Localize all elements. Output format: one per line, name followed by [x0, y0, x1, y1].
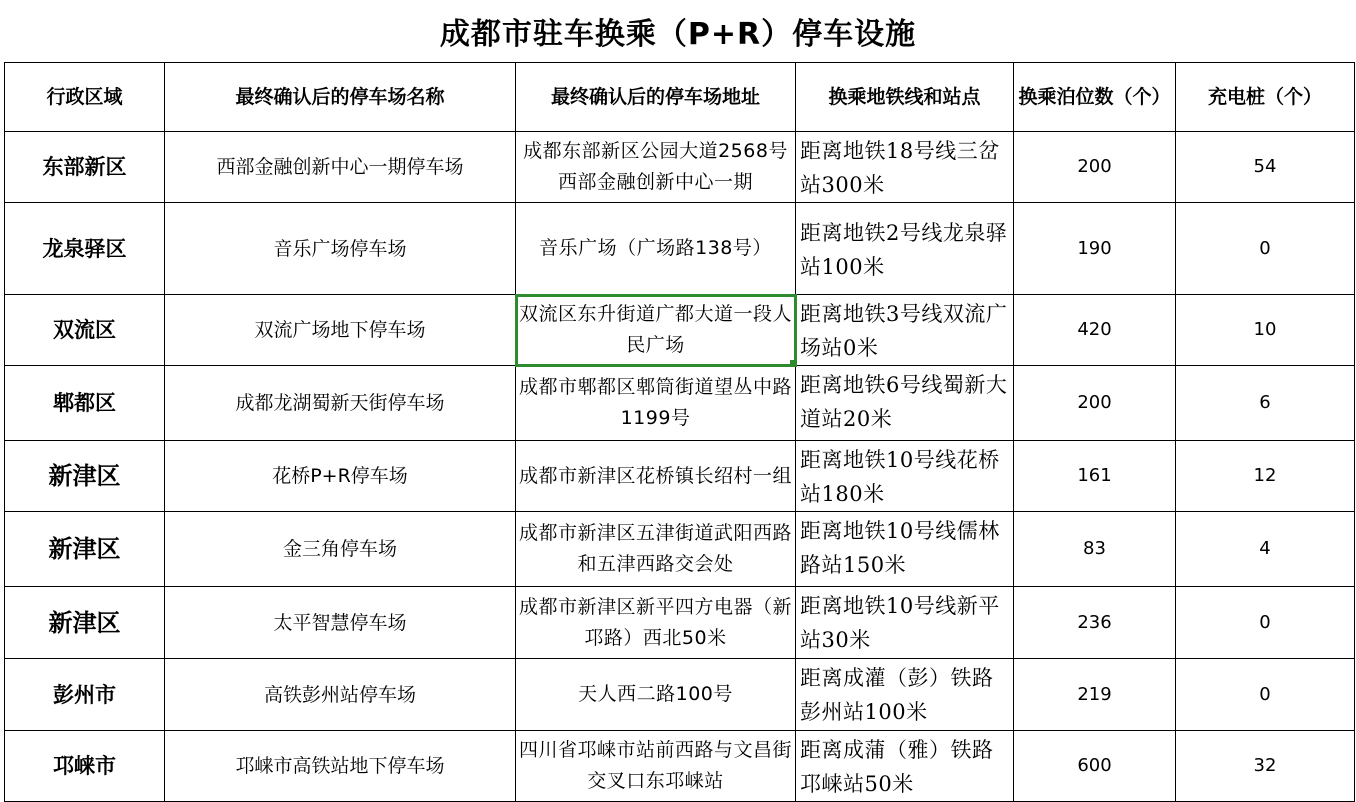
sheet-title: 成都市驻车换乘（P+R）停车设施	[439, 17, 917, 52]
name-cell[interactable]: 花桥P+R停车场	[165, 441, 516, 512]
address-cell-selected[interactable]	[516, 295, 796, 366]
table-row	[5, 132, 1355, 203]
metro-text: 距离地铁3号线双流广场站0米	[800, 302, 1008, 360]
name-cell[interactable]: 太平智慧停车场	[165, 587, 516, 659]
spaces-cell[interactable]: 161	[1014, 441, 1176, 512]
spaces-cell[interactable]: 600	[1014, 731, 1176, 802]
address-cell[interactable]: 音乐广场（广场路138号）	[516, 203, 796, 295]
metro-text: 距离地铁10号线儒林路站150米	[800, 519, 1000, 577]
chargers-cell[interactable]: 0	[1176, 587, 1355, 659]
metro-text: 距离地铁18号线三岔站300米	[800, 139, 1000, 197]
district-cell[interactable]: 新津区	[5, 587, 165, 659]
metro-cell[interactable]	[796, 132, 1014, 203]
spaces-cell[interactable]: 200	[1014, 366, 1176, 441]
address-cell[interactable]: 天人西二路100号	[516, 659, 796, 731]
address-cell[interactable]: 成都市郫都区郫筒街道望丛中路1199号	[516, 366, 796, 441]
header-name[interactable]: 最终确认后的停车场名称	[165, 63, 516, 132]
metro-cell[interactable]	[796, 587, 1014, 659]
name-cell[interactable]: 高铁彭州站停车场	[165, 659, 516, 731]
name-cell[interactable]: 成都龙湖蜀新天街停车场	[165, 366, 516, 441]
metro-text: 距离地铁10号线花桥站180米	[800, 448, 1000, 506]
district-cell[interactable]: 双流区	[5, 295, 165, 366]
chargers-cell[interactable]: 0	[1176, 659, 1355, 731]
district-cell[interactable]: 新津区	[5, 441, 165, 512]
table-row	[5, 731, 1355, 802]
chargers-cell[interactable]: 32	[1176, 731, 1355, 802]
name-cell[interactable]: 双流广场地下停车场	[165, 295, 516, 366]
table-row	[5, 512, 1355, 587]
fill-handle[interactable]	[790, 360, 796, 366]
metro-text: 距离成灌（彭）铁路彭州站100米	[800, 666, 994, 724]
metro-text: 距离成蒲（雅）铁路邛崃站50米	[800, 738, 994, 796]
header-chargers[interactable]: 充电桩（个）	[1176, 63, 1355, 132]
district-cell[interactable]: 东部新区	[5, 132, 165, 203]
metro-text: 距离地铁10号线新平站30米	[800, 594, 1000, 652]
name-cell[interactable]: 西部金融创新中心一期停车场	[165, 132, 516, 203]
table-row	[5, 441, 1355, 512]
name-cell[interactable]: 金三角停车场	[165, 512, 516, 587]
spaces-cell[interactable]: 236	[1014, 587, 1176, 659]
spaces-cell[interactable]: 200	[1014, 132, 1176, 203]
metro-cell[interactable]	[796, 203, 1014, 295]
table-row	[5, 295, 1355, 366]
address-cell[interactable]: 成都市新津区新平四方电器（新邛路）西北50米	[516, 587, 796, 659]
header-address[interactable]: 最终确认后的停车场地址	[516, 63, 796, 132]
chargers-cell[interactable]: 12	[1176, 441, 1355, 512]
spaces-cell[interactable]: 219	[1014, 659, 1176, 731]
metro-cell[interactable]	[796, 366, 1014, 441]
district-cell[interactable]: 龙泉驿区	[5, 203, 165, 295]
table-row	[5, 587, 1355, 659]
address-cell[interactable]: 成都市新津区花桥镇长绍村一组	[516, 441, 796, 512]
district-cell[interactable]: 郫都区	[5, 366, 165, 441]
address-cell[interactable]: 四川省邛崃市站前西路与文昌街交叉口东邛崃站	[516, 731, 796, 802]
chargers-cell[interactable]: 10	[1176, 295, 1355, 366]
district-cell[interactable]: 彭州市	[5, 659, 165, 731]
metro-cell[interactable]	[796, 441, 1014, 512]
metro-text: 距离地铁2号线龙泉驿站100米	[800, 220, 1008, 279]
metro-text: 距离地铁6号线蜀新大道站20米	[800, 373, 1008, 431]
chargers-cell[interactable]: 0	[1176, 203, 1355, 295]
header-metro[interactable]: 换乘地铁线和站点	[796, 63, 1014, 132]
chargers-cell[interactable]: 4	[1176, 512, 1355, 587]
header-district[interactable]: 行政区域	[5, 63, 165, 132]
metro-cell[interactable]	[796, 295, 1014, 366]
spaces-cell[interactable]: 83	[1014, 512, 1176, 587]
metro-cell[interactable]	[796, 512, 1014, 587]
address-text: 双流区东升街道广都大道一段人民广场	[518, 303, 792, 356]
metro-cell[interactable]	[796, 731, 1014, 802]
chargers-cell[interactable]: 54	[1176, 132, 1355, 203]
name-cell[interactable]: 音乐广场停车场	[165, 203, 516, 295]
spaces-cell[interactable]: 190	[1014, 203, 1176, 295]
table-row	[5, 659, 1355, 731]
metro-cell[interactable]	[796, 659, 1014, 731]
table-row	[5, 366, 1355, 441]
name-cell[interactable]: 邛崃市高铁站地下停车场	[165, 731, 516, 802]
header-spaces[interactable]: 换乘泊位数（个）	[1014, 63, 1176, 132]
table-row	[5, 203, 1355, 295]
district-cell[interactable]: 邛崃市	[5, 731, 165, 802]
district-cell[interactable]: 新津区	[5, 512, 165, 587]
spaces-cell[interactable]: 420	[1014, 295, 1176, 366]
address-cell[interactable]: 成都东部新区公园大道2568号西部金融创新中心一期	[516, 132, 796, 203]
header-row	[5, 63, 1355, 132]
parking-table	[4, 62, 1355, 802]
address-cell[interactable]: 成都市新津区五津街道武阳西路和五津西路交会处	[516, 512, 796, 587]
chargers-cell[interactable]: 6	[1176, 366, 1355, 441]
